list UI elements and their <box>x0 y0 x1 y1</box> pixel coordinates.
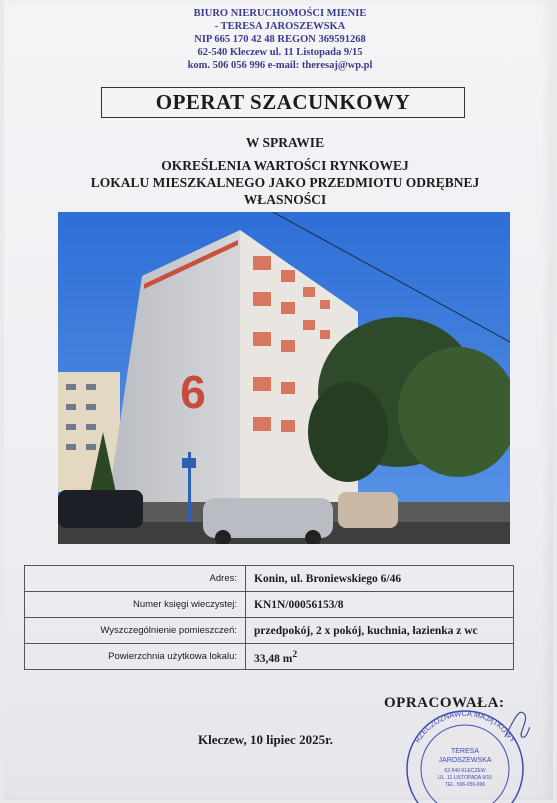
letterhead-address: 62-540 Kleczew ul. 11 Listopada 9/15 <box>197 47 363 58</box>
document-date: Kleczew, 10 lipiec 2025r. <box>198 732 333 747</box>
rooms-value: przedpokój, 2 x pokój, kuchnia, łazienka z wc <box>246 618 514 644</box>
area-unit-exponent: 2 <box>292 648 298 660</box>
rooms-label: Wyszczególnienie pomieszczeń: <box>25 618 246 644</box>
building-photo <box>58 212 510 544</box>
subtitle-line-4: WŁASNOŚCI <box>243 192 327 207</box>
area-number: 33,48 m <box>254 652 293 665</box>
area-value <box>246 644 514 670</box>
stamp-address-1: 62-540 KLECZEW <box>444 768 486 774</box>
svg-text:RZECZOZNAWCA MAJĄTKOWY <box>413 709 518 744</box>
letterhead-tax-ids: NIP 665 170 42 48 REGON 369591268 <box>194 34 366 45</box>
document-subtitle <box>60 134 510 208</box>
table-row <box>25 644 514 670</box>
letterhead-owner: - TERESA JAROSZEWSKA <box>214 21 346 32</box>
subtitle-line-2: OKREŚLENIA WARTOŚCI RYNKOWEJ <box>161 158 409 173</box>
stamp-name-1: TERESA <box>450 748 480 755</box>
stamp-outer-text: RZECZOZNAWCA MAJĄTKOWY <box>412 708 518 745</box>
land-register-value: KN1N/00056153/8 <box>246 592 514 618</box>
table-row <box>25 566 514 592</box>
land-register-label: Numer księgi wieczystej: <box>25 592 246 618</box>
stamp-address-2: UL. 11 LISTOPADA 9/15 <box>437 775 493 781</box>
address-value: Konin, ul. Broniewskiego 6/46 <box>246 566 514 592</box>
subtitle-line-3: LOKALU MIESZKALNEGO JAKO PRZEDMIOTU ODRĘBNEJ <box>90 175 480 190</box>
stamp-phone: TEL. 506-056-996 <box>444 782 486 788</box>
stamp-name-2: JAROSZEWSKA <box>438 757 492 764</box>
area-label: Powierzchnia użytkowa lokalu: <box>25 644 246 670</box>
letterhead-company: BIURO NIERUCHOMOŚCI MIENIE <box>193 8 367 19</box>
document-title: OPERAT SZACUNKOWY <box>101 87 465 118</box>
building-number: 6 <box>180 366 206 418</box>
table-row <box>25 618 514 644</box>
table-row <box>25 592 514 618</box>
address-label: Adres: <box>25 566 246 592</box>
appraiser-stamp <box>400 707 530 803</box>
letterhead-contact: kom. 506 056 996 e-mail: theresaj@wp.pl <box>187 60 373 71</box>
property-details-table <box>24 565 514 670</box>
subtitle-line-1: W SPRAWIE <box>245 135 325 150</box>
prepared-by-label: OPRACOWAŁA: <box>384 695 505 711</box>
letterhead <box>150 7 410 72</box>
